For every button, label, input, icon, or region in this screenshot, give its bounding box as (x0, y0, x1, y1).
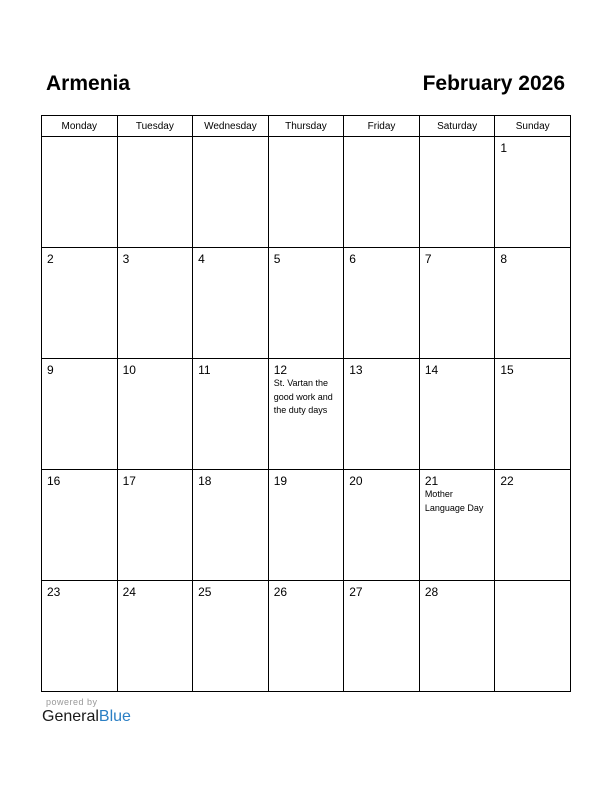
day-cell (42, 248, 118, 359)
weekday-header: Thursday (268, 116, 344, 137)
day-cell (495, 137, 571, 248)
powered-by-text: powered by (46, 697, 98, 707)
day-cell (268, 470, 344, 581)
day-number: 20 (349, 474, 363, 488)
day-number: 18 (198, 474, 212, 488)
day-number: 24 (122, 585, 136, 599)
day-number (420, 137, 495, 141)
day-number: 19 (273, 474, 288, 488)
day-cell (419, 137, 495, 248)
day-number: 3 (122, 252, 130, 266)
day-number (193, 137, 268, 141)
day-cell (495, 470, 571, 581)
day-number: 8 (500, 252, 508, 266)
weekday-header: Monday (42, 116, 118, 137)
day-number: 2 (47, 252, 54, 266)
day-number: 9 (47, 363, 54, 377)
week-row (42, 581, 571, 692)
day-cell (419, 470, 495, 581)
day-number: 10 (122, 363, 136, 377)
day-cell (193, 359, 269, 470)
calendar-body (42, 137, 571, 692)
day-cell (193, 137, 269, 248)
day-number: 25 (198, 585, 212, 599)
day-number (269, 137, 344, 141)
day-number: 28 (424, 585, 439, 599)
day-cell (419, 359, 495, 470)
day-number (118, 137, 193, 141)
day-cell (193, 470, 269, 581)
day-cell (268, 359, 344, 470)
weekday-header-row (42, 116, 571, 137)
day-cell (344, 470, 420, 581)
day-cell (495, 359, 571, 470)
day-number: 15 (500, 363, 514, 377)
day-number: 26 (273, 585, 288, 599)
day-cell (495, 248, 571, 359)
day-number: 23 (47, 585, 61, 599)
day-cell (42, 359, 118, 470)
day-cell (117, 470, 193, 581)
day-number (42, 137, 117, 141)
day-number (344, 137, 419, 141)
day-number: 22 (500, 474, 514, 488)
day-cell (42, 581, 118, 692)
day-number: 11 (198, 363, 211, 377)
brand-general-text: General (42, 708, 99, 725)
week-row (42, 248, 571, 359)
day-cell (344, 359, 420, 470)
day-cell (495, 581, 571, 692)
day-cell (344, 581, 420, 692)
day-number: 4 (198, 252, 205, 266)
holiday-label: St. Vartan the good work and the duty days (273, 378, 333, 415)
day-number: 1 (500, 141, 508, 155)
country-title: Armenia (46, 72, 131, 95)
weekday-header: Tuesday (117, 116, 193, 137)
weekday-header: Saturday (419, 116, 495, 137)
day-cell (344, 137, 420, 248)
day-number: 5 (273, 252, 281, 266)
day-number: 7 (424, 252, 432, 266)
weekday-header: Friday (344, 116, 420, 137)
week-row (42, 137, 571, 248)
holiday-label: Mother Language Day (424, 489, 484, 513)
day-number: 21 (424, 474, 439, 488)
day-cell (419, 248, 495, 359)
day-cell (193, 581, 269, 692)
week-row (42, 470, 571, 581)
brand-blue-text: Blue (98, 708, 131, 725)
weekday-header: Sunday (495, 116, 571, 137)
weekday-header: Wednesday (193, 116, 269, 137)
day-number (495, 581, 570, 585)
day-cell (344, 248, 420, 359)
day-cell (117, 359, 193, 470)
calendar-grid (41, 115, 571, 692)
day-cell (268, 248, 344, 359)
day-number: 27 (349, 585, 363, 599)
day-cell (117, 248, 193, 359)
generalblue-logo (42, 707, 131, 727)
day-cell (42, 137, 118, 248)
day-number: 14 (424, 363, 439, 377)
day-cell (268, 581, 344, 692)
day-number: 13 (349, 363, 363, 377)
day-cell (268, 137, 344, 248)
day-cell (193, 248, 269, 359)
day-number: 6 (349, 252, 356, 266)
week-row (42, 359, 571, 470)
day-number: 12 (273, 363, 288, 377)
day-cell (42, 470, 118, 581)
month-title: February 2026 (422, 72, 565, 95)
day-number: 16 (47, 474, 61, 488)
day-cell (419, 581, 495, 692)
day-cell (117, 137, 193, 248)
day-number: 17 (122, 474, 136, 488)
day-cell (117, 581, 193, 692)
